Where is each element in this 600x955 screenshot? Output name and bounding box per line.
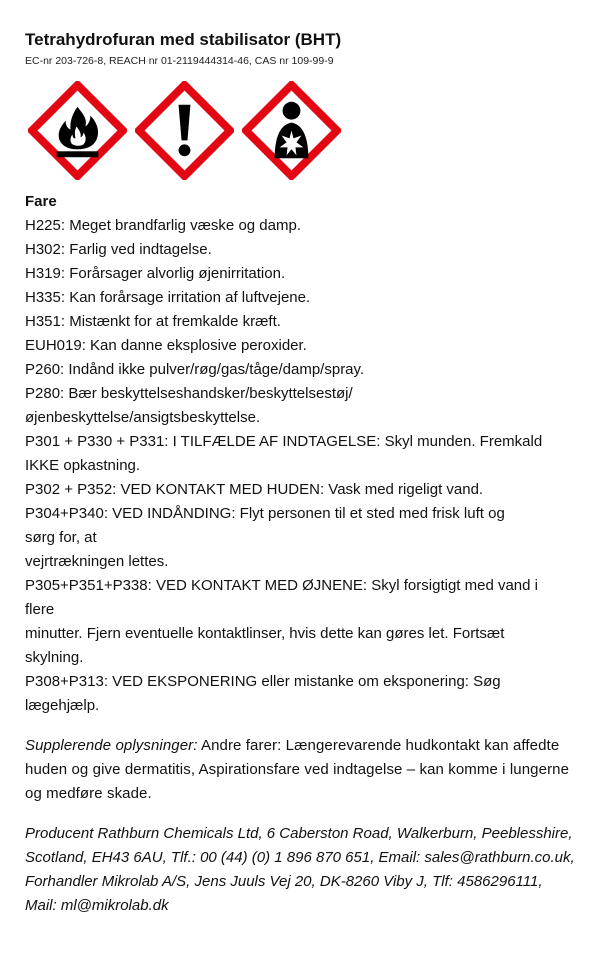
statement-line: P280: Bær beskyttelseshandsker/beskyttelsestøj/ [25, 385, 353, 402]
statement-line: H225: Meget brandfarlig væske og damp. [25, 217, 301, 234]
product-title: Tetrahydrofuran med stabilisator (BHT) [25, 30, 342, 49]
statement-line: P308+P313: VED EKSPONERING eller mistanke om eksponering: Søg [25, 673, 501, 690]
statement-line: H351: Mistænkt for at fremkalde kræft. [25, 313, 281, 330]
statement-line: EUH019: Kan danne eksplosive peroxider. [25, 337, 307, 354]
statement-line: H319: Forårsager alvorlig øjenirritation. [25, 265, 286, 282]
statement-line: flere [25, 601, 55, 618]
statement-line: vejrtrækningen lettes. [25, 553, 169, 570]
statement-line: H335: Kan forårsage irritation af luftvejene. [25, 289, 311, 306]
statement-line: lægehjælp. [25, 697, 100, 714]
statement-line: P260: Indånd ikke pulver/røg/gas/tåge/damp/spray. [25, 361, 365, 378]
supplemental-text: Andre farer: Længerevarende hudkontakt kan affedte huden og give dermatitis, Aspirationsfare ved indtagelse – kan komme i lungerne og medføre skade. [25, 737, 570, 802]
exclamation-icon [135, 81, 234, 180]
signal-word: Fare [25, 193, 57, 210]
health-hazard-icon [242, 81, 341, 180]
pictogram-row [28, 78, 575, 182]
statement-line: P302 + P352: VED KONTAKT MED HUDEN: Vask med rigeligt vand. [25, 481, 484, 498]
statement-line: øjenbeskyttelse/ansigtsbeskyttelse. [25, 409, 261, 426]
statement-line: IKKE opkastning. [25, 457, 141, 474]
statement-line: minutter. Fjern eventuelle kontaktlinser, hvis dette kan gøres let. Fortsæt [25, 625, 505, 642]
statement-line: P305+P351+P338: VED KONTAKT MED ØJNENE: Skyl forsigtigt med vand i [25, 577, 538, 594]
product-identifiers: EC-nr 203-726-8, REACH nr 01-2119444314-46, CAS nr 109-99-9 [25, 55, 334, 67]
supplemental-lead: Supplerende oplysninger: [25, 737, 198, 754]
statement-line: skylning. [25, 649, 84, 666]
statement-line: P304+P340: VED INDÅNDING: Flyt personen til et sted med frisk luft og [25, 505, 505, 522]
supplemental-info [25, 734, 575, 806]
statement-line: sørg for, at [25, 529, 97, 546]
flame-icon [28, 81, 127, 180]
statement-line: P301 + P330 + P331: I TILFÆLDE AF INDTAGELSE: Skyl munden. Fremkald [25, 433, 543, 450]
hazard-statements [25, 214, 575, 718]
supplier-info: Producent Rathburn Chemicals Ltd, 6 Caberston Road, Walkerburn, Peeblesshire, Scotland, EH43 6AU, Tlf.: 00 (44) (0) 1 896 870 651, Email: sales@rathburn.co.uk, Forhandler Mikrolab A/S, Jens Juuls Vej 20, DK-8260 Viby J, Tlf: 4586296111, Mail: ml@mikrolab.dk [25, 825, 575, 914]
statement-line: H302: Farlig ved indtagelse. [25, 241, 212, 258]
